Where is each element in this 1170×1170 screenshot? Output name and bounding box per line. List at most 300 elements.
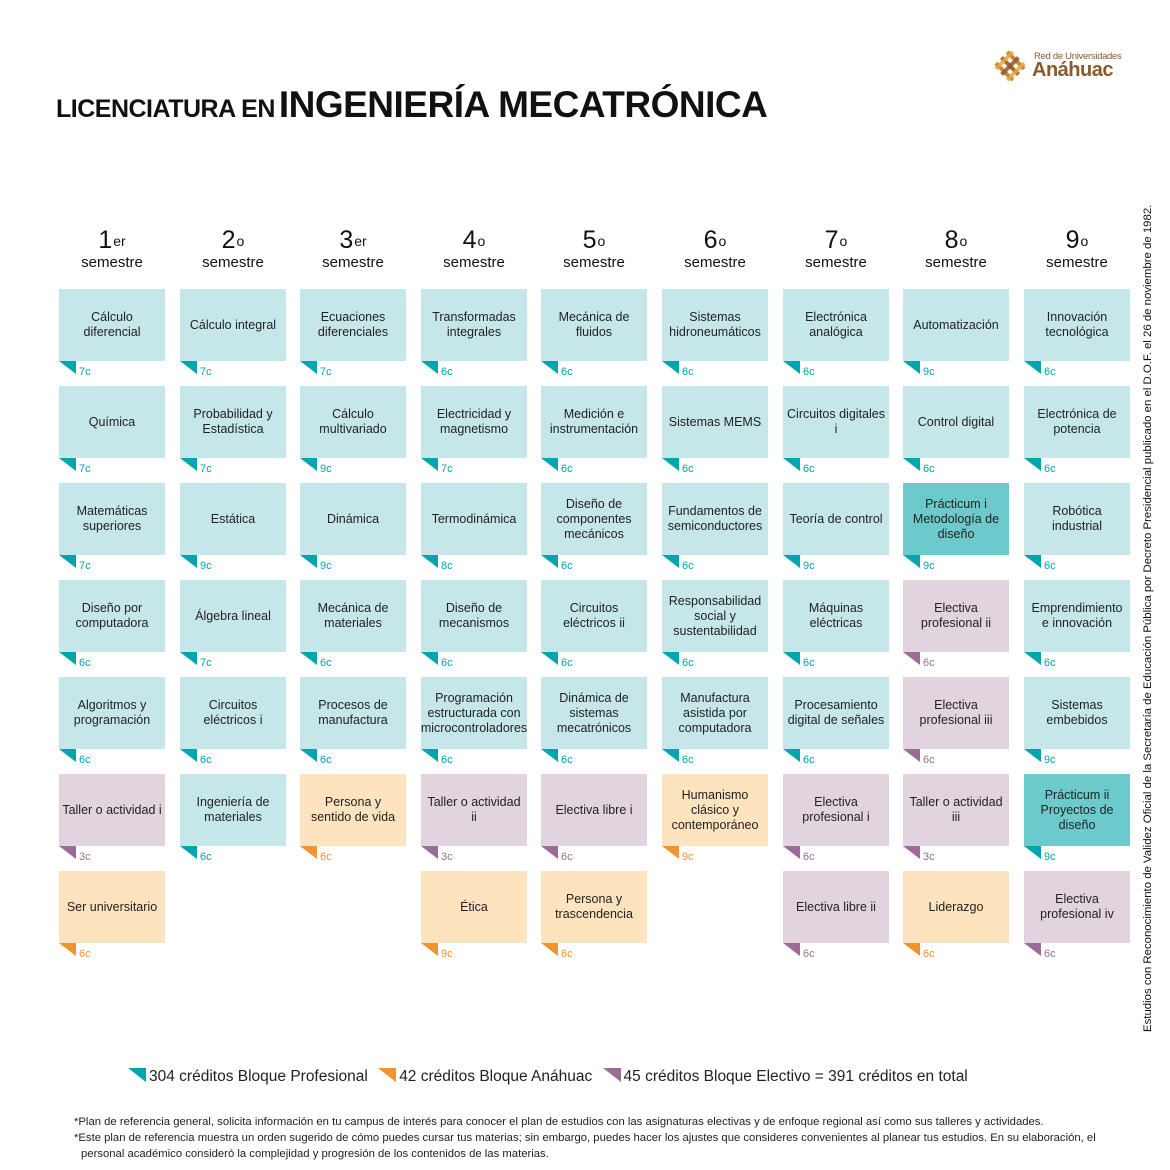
course-card[interactable] — [1024, 580, 1130, 652]
credit-triangle-icon — [541, 943, 558, 956]
course-name: Probabilidad y Estadística — [193, 407, 273, 436]
semester-ordinal-suffix: o — [597, 233, 606, 249]
course-name: Automatización — [913, 317, 999, 332]
course-credits: 6c — [682, 657, 694, 669]
course-credits: 6c — [561, 463, 573, 475]
course-name: Circuitos digitales i — [787, 407, 885, 436]
semester-header-6 — [662, 226, 768, 272]
course-card[interactable] — [783, 289, 889, 361]
course-credits: 9c — [441, 948, 453, 960]
course-card[interactable] — [662, 386, 768, 458]
legend-profesional — [128, 1068, 368, 1085]
semester-number — [421, 226, 527, 254]
logo-subtitle: Red de Universidades — [1034, 51, 1122, 62]
course-credits: 8c — [441, 560, 453, 572]
course-credits: 7c — [79, 560, 91, 572]
legend-anahuac — [378, 1068, 592, 1085]
semester-number-value: 4 — [462, 226, 477, 254]
course-card[interactable] — [903, 774, 1009, 846]
anahuac-logo-icon — [992, 48, 1028, 84]
footnotes — [74, 1114, 1154, 1162]
course-card[interactable] — [1024, 289, 1130, 361]
course-name: Termodinámica — [431, 511, 517, 526]
course-credits: 6c — [923, 948, 935, 960]
course-name: Ser universitario — [66, 899, 158, 914]
course-name: Innovación tecnológica — [1045, 310, 1109, 339]
semester-ordinal-suffix: er — [354, 233, 367, 249]
course-credits: 7c — [79, 463, 91, 475]
course-name: Circuitos eléctricos i — [203, 698, 263, 727]
course-card[interactable] — [541, 871, 647, 943]
legend-anahuac-text: 42 créditos Bloque Anáhuac — [399, 1068, 593, 1085]
course-name: Electiva profesional iii — [919, 698, 993, 727]
credit-triangle-icon — [59, 555, 76, 568]
credit-triangle-icon — [783, 458, 800, 471]
credit-triangle-icon — [59, 943, 76, 956]
semester-header-8 — [903, 226, 1009, 272]
course-card[interactable] — [1024, 774, 1130, 846]
course-name: Prácticum i Metodología de diseño — [912, 496, 1000, 541]
semester-ordinal-suffix: o — [236, 233, 245, 249]
course-name: Robótica industrial — [1051, 504, 1103, 533]
semester-number — [662, 226, 768, 254]
teal-triangle-icon — [128, 1068, 146, 1082]
course-name: Control digital — [917, 414, 995, 429]
logo-name: Anáhuac — [1032, 59, 1113, 81]
course-credits: 6c — [200, 754, 212, 766]
course-name: Electrónica analógica — [805, 310, 867, 339]
course-card[interactable] — [903, 677, 1009, 749]
course-name: Taller o actividad ii — [427, 795, 521, 824]
credit-triangle-icon — [180, 458, 197, 471]
course-name: Taller o actividad i — [62, 802, 162, 817]
credit-triangle-icon — [783, 555, 800, 568]
course-card[interactable] — [300, 289, 406, 361]
credit-triangle-icon — [1024, 749, 1041, 762]
course-name: Ingeniería de materiales — [196, 795, 270, 824]
title-main: INGENIERÍA MECATRÓNICA — [278, 84, 768, 125]
course-name: Diseño por computadora — [75, 601, 149, 630]
credit-triangle-icon — [662, 458, 679, 471]
course-credits: 7c — [79, 366, 91, 378]
course-name: Estática — [210, 511, 256, 526]
footnote-2-cont: personal académico consideró la complejidad y progresión de los contenidos de las materias. — [81, 1148, 549, 1160]
course-name: Prácticum ii Proyectos de diseño — [1040, 787, 1114, 832]
course-name: Álgebra lineal — [195, 608, 271, 623]
course-card[interactable] — [421, 483, 527, 555]
credit-triangle-icon — [300, 749, 317, 762]
course-name: Diseño de mecanismos — [438, 601, 510, 630]
semester-label: semestre — [443, 254, 505, 271]
course-name: Química — [88, 414, 136, 429]
credit-triangle-icon — [59, 361, 76, 374]
course-name: Persona y sentido de vida — [310, 795, 396, 824]
semester-number-value: 7 — [824, 226, 839, 254]
credit-triangle-icon — [421, 361, 438, 374]
credit-triangle-icon — [541, 652, 558, 665]
course-card[interactable] — [421, 386, 527, 458]
course-card[interactable] — [300, 386, 406, 458]
course-credits: 9c — [320, 463, 332, 475]
semester-number — [180, 226, 286, 254]
course-credits: 6c — [320, 754, 332, 766]
semester-ordinal-suffix: er — [113, 233, 126, 249]
credit-triangle-icon — [662, 652, 679, 665]
credit-triangle-icon — [300, 652, 317, 665]
course-credits: 6c — [682, 366, 694, 378]
course-credits: 6c — [200, 851, 212, 863]
course-card[interactable] — [783, 580, 889, 652]
course-card[interactable] — [180, 483, 286, 555]
course-credits: 7c — [441, 463, 453, 475]
course-name: Fundamentos de semiconductores — [667, 504, 763, 533]
course-card[interactable] — [180, 677, 286, 749]
course-credits: 9c — [923, 366, 935, 378]
course-credits: 6c — [561, 851, 573, 863]
credit-triangle-icon — [1024, 458, 1041, 471]
course-credits: 9c — [682, 851, 694, 863]
course-credits: 6c — [803, 366, 815, 378]
course-card[interactable] — [421, 677, 527, 749]
course-credits: 9c — [923, 560, 935, 572]
credit-triangle-icon — [903, 458, 920, 471]
course-credits: 9c — [320, 560, 332, 572]
course-name: Ecuaciones diferenciales — [317, 310, 389, 339]
semester-number-value: 3 — [339, 226, 354, 254]
anahuac-logo[interactable] — [992, 46, 1122, 86]
footnote-1: *Plan de referencia general, solicita información en tu campus de interés para conocer el plan de estudios con las asignaturas electivas y de enfoque regional así como sus talleres y actividades. — [74, 1116, 1044, 1128]
course-name: Cálculo integral — [189, 317, 277, 332]
course-card[interactable] — [59, 774, 165, 846]
course-card[interactable] — [662, 483, 768, 555]
course-name: Procesos de manufactura — [318, 698, 388, 727]
semester-number-value: 2 — [221, 226, 236, 254]
course-card[interactable] — [783, 386, 889, 458]
course-credits: 9c — [803, 560, 815, 572]
semester-label: semestre — [805, 254, 867, 271]
course-credits: 6c — [1044, 366, 1056, 378]
credit-triangle-icon — [662, 361, 679, 374]
credit-triangle-icon — [783, 749, 800, 762]
course-card[interactable] — [180, 580, 286, 652]
course-card[interactable] — [783, 677, 889, 749]
course-card[interactable] — [180, 289, 286, 361]
course-card[interactable] — [541, 289, 647, 361]
course-credits: 6c — [803, 463, 815, 475]
course-name: Programación estructurada con microcontroladores — [420, 690, 528, 735]
semester-number-value: 9 — [1065, 226, 1080, 254]
credit-triangle-icon — [421, 846, 438, 859]
credit-triangle-icon — [783, 361, 800, 374]
course-card[interactable] — [903, 289, 1009, 361]
credit-triangle-icon — [541, 555, 558, 568]
semester-number-value: 5 — [582, 226, 597, 254]
course-card[interactable] — [1024, 871, 1130, 943]
course-card[interactable] — [59, 677, 165, 749]
credit-triangle-icon — [421, 652, 438, 665]
course-card[interactable] — [783, 871, 889, 943]
title-prefix: LICENCIATURA EN — [56, 95, 275, 123]
footnote-2: *Este plan de referencia muestra un orden sugerido de cómo puedes cursar tus materias; sin embargo, puedes hacer los ajustes que consideres convenientes al planear tus estudios. En su elaboración, el — [74, 1132, 1096, 1144]
semester-header-5 — [541, 226, 647, 272]
course-card[interactable] — [59, 871, 165, 943]
course-credits: 6c — [1044, 560, 1056, 572]
course-credits: 6c — [561, 560, 573, 572]
course-name: Mecánica de fluidos — [558, 310, 630, 339]
course-name: Electricidad y magnetismo — [436, 407, 512, 436]
course-card[interactable] — [180, 774, 286, 846]
course-name: Manufactura asistida por computadora — [678, 690, 752, 735]
course-card[interactable] — [421, 871, 527, 943]
credit-triangle-icon — [300, 846, 317, 859]
course-credits: 7c — [200, 366, 212, 378]
credit-triangle-icon — [903, 361, 920, 374]
credit-triangle-icon — [662, 846, 679, 859]
credit-triangle-icon — [421, 555, 438, 568]
course-credits: 3c — [923, 851, 935, 863]
course-card[interactable] — [300, 677, 406, 749]
credit-triangle-icon — [300, 458, 317, 471]
course-name: Sistemas MEMS — [668, 414, 762, 429]
semester-number-value: 1 — [98, 226, 113, 254]
credit-triangle-icon — [541, 361, 558, 374]
semester-header-9 — [1024, 226, 1130, 272]
page-title — [56, 84, 767, 126]
course-card[interactable] — [541, 386, 647, 458]
credit-triangle-icon — [662, 749, 679, 762]
course-credits: 6c — [923, 463, 935, 475]
course-card[interactable] — [783, 483, 889, 555]
course-name: Emprendimiento e innovación — [1031, 601, 1123, 630]
course-name: Ética — [460, 899, 488, 914]
credit-triangle-icon — [903, 749, 920, 762]
course-credits: 6c — [320, 851, 332, 863]
semester-number — [541, 226, 647, 254]
course-name: Cálculo multivariado — [319, 407, 387, 436]
course-card[interactable] — [421, 289, 527, 361]
course-credits: 7c — [200, 463, 212, 475]
credit-triangle-icon — [421, 943, 438, 956]
legend-electivo-text: 45 créditos Bloque Electivo = 391 créditos en total — [623, 1068, 968, 1085]
semester-number-value: 6 — [703, 226, 718, 254]
course-credits: 6c — [682, 754, 694, 766]
orange-triangle-icon — [378, 1068, 396, 1082]
course-credits: 6c — [1044, 463, 1056, 475]
credit-triangle-icon — [1024, 361, 1041, 374]
course-credits: 9c — [1044, 754, 1056, 766]
course-name: Humanismo clásico y contemporáneo — [671, 787, 759, 832]
credit-triangle-icon — [783, 943, 800, 956]
semester-number-value: 8 — [944, 226, 959, 254]
semester-number — [1024, 226, 1130, 254]
course-name: Algoritmos y programación — [73, 698, 151, 727]
course-name: Circuitos eléctricos ii — [563, 601, 625, 630]
credit-triangle-icon — [59, 652, 76, 665]
course-card[interactable] — [421, 774, 527, 846]
course-card[interactable] — [903, 386, 1009, 458]
course-card[interactable] — [783, 774, 889, 846]
course-credits: 7c — [320, 366, 332, 378]
course-card[interactable] — [180, 386, 286, 458]
course-credits: 6c — [320, 657, 332, 669]
course-card[interactable] — [1024, 483, 1130, 555]
credit-triangle-icon — [903, 652, 920, 665]
semester-ordinal-suffix: o — [477, 233, 486, 249]
legend-electivo — [603, 1068, 968, 1085]
course-name: Máquinas eléctricas — [808, 601, 864, 630]
course-credits: 3c — [441, 851, 453, 863]
course-card[interactable] — [903, 871, 1009, 943]
course-name: Sistemas hidroneumáticos — [669, 310, 761, 339]
credit-triangle-icon — [180, 652, 197, 665]
credit-triangle-icon — [1024, 555, 1041, 568]
course-credits: 6c — [1044, 657, 1056, 669]
course-name: Teoría de control — [789, 511, 883, 526]
rvoe-note: Estudios con Reconocimiento de Validez Oficial de la Secretaría de Educación Pública por Decreto Presidencial publicado en el D.O.F. el 26 de noviembre de 1982. — [1142, 204, 1154, 1032]
credit-triangle-icon — [1024, 943, 1041, 956]
course-credits: 6c — [803, 851, 815, 863]
course-name: Cálculo diferencial — [83, 310, 141, 339]
course-card[interactable] — [662, 677, 768, 749]
course-name: Electiva profesional ii — [920, 601, 992, 630]
course-credits: 6c — [441, 366, 453, 378]
course-card[interactable] — [59, 386, 165, 458]
course-name: Mecánica de materiales — [317, 601, 389, 630]
course-card[interactable] — [300, 580, 406, 652]
course-name: Persona y trascendencia — [555, 892, 633, 921]
course-name: Taller o actividad iii — [909, 795, 1003, 824]
credit-triangle-icon — [1024, 846, 1041, 859]
course-card[interactable] — [662, 774, 768, 846]
course-credits: 6c — [803, 657, 815, 669]
credits-legend — [128, 1068, 974, 1086]
course-credits: 6c — [561, 657, 573, 669]
credit-triangle-icon — [180, 555, 197, 568]
course-card[interactable] — [541, 580, 647, 652]
semester-number — [783, 226, 889, 254]
semester-label: semestre — [81, 254, 143, 271]
course-name: Transformadas integrales — [432, 310, 516, 339]
semester-label: semestre — [925, 254, 987, 271]
course-name: Electrónica de potencia — [1037, 407, 1117, 436]
course-card[interactable] — [421, 580, 527, 652]
course-card[interactable] — [300, 483, 406, 555]
credit-triangle-icon — [783, 652, 800, 665]
course-card[interactable] — [1024, 386, 1130, 458]
course-card[interactable] — [59, 483, 165, 555]
course-credits: 9c — [1044, 851, 1056, 863]
course-card[interactable] — [541, 483, 647, 555]
semester-number — [300, 226, 406, 254]
course-name: Electiva libre ii — [796, 899, 876, 914]
course-card[interactable] — [300, 774, 406, 846]
semester-number — [903, 226, 1009, 254]
semester-ordinal-suffix: o — [1080, 233, 1089, 249]
course-credits: 6c — [79, 948, 91, 960]
course-name: Dinámica de sistemas mecatrónicos — [556, 690, 632, 735]
semester-number — [59, 226, 165, 254]
course-card[interactable] — [903, 580, 1009, 652]
course-name: Diseño de componentes mecánicos — [556, 496, 632, 541]
course-credits: 6c — [441, 657, 453, 669]
credit-triangle-icon — [180, 361, 197, 374]
credit-triangle-icon — [662, 555, 679, 568]
credit-triangle-icon — [59, 458, 76, 471]
semester-label: semestre — [1046, 254, 1108, 271]
course-name: Responsabilidad social y sustentabilidad — [668, 593, 762, 638]
credit-triangle-icon — [541, 749, 558, 762]
course-card[interactable] — [59, 580, 165, 652]
credit-triangle-icon — [59, 749, 76, 762]
course-card[interactable] — [903, 483, 1009, 555]
semester-ordinal-suffix: o — [959, 233, 968, 249]
course-credits: 6c — [923, 754, 935, 766]
course-credits: 3c — [79, 851, 91, 863]
course-name: Dinámica — [326, 511, 380, 526]
course-card[interactable] — [662, 289, 768, 361]
course-name: Electiva profesional i — [802, 795, 870, 824]
course-card[interactable] — [1024, 677, 1130, 749]
course-name: Procesamiento digital de señales — [787, 698, 885, 727]
credit-triangle-icon — [180, 749, 197, 762]
credit-triangle-icon — [541, 458, 558, 471]
semester-header-1 — [59, 226, 165, 272]
credit-triangle-icon — [421, 749, 438, 762]
course-credits: 6c — [1044, 948, 1056, 960]
purple-triangle-icon — [603, 1068, 621, 1082]
credit-triangle-icon — [300, 361, 317, 374]
course-name: Sistemas embebidos — [1046, 698, 1108, 727]
credit-triangle-icon — [903, 846, 920, 859]
course-credits: 6c — [682, 560, 694, 572]
course-card[interactable] — [541, 677, 647, 749]
credit-triangle-icon — [421, 458, 438, 471]
course-name: Liderazgo — [928, 899, 984, 914]
semester-header-7 — [783, 226, 889, 272]
legend-profesional-text: 304 créditos Bloque Profesional — [149, 1068, 368, 1085]
course-name: Electiva profesional iv — [1040, 892, 1114, 921]
credit-triangle-icon — [180, 846, 197, 859]
semester-header-2 — [180, 226, 286, 272]
semester-label: semestre — [322, 254, 384, 271]
course-credits: 6c — [561, 948, 573, 960]
course-credits: 6c — [923, 657, 935, 669]
credit-triangle-icon — [903, 555, 920, 568]
credit-triangle-icon — [300, 555, 317, 568]
semester-label: semestre — [684, 254, 746, 271]
course-credits: 6c — [682, 463, 694, 475]
credit-triangle-icon — [59, 846, 76, 859]
course-card[interactable] — [59, 289, 165, 361]
course-credits: 7c — [200, 657, 212, 669]
course-name: Medición e instrumentación — [549, 407, 639, 436]
course-credits: 9c — [200, 560, 212, 572]
course-credits: 6c — [561, 366, 573, 378]
course-card[interactable] — [541, 774, 647, 846]
credit-triangle-icon — [541, 846, 558, 859]
course-credits: 6c — [803, 948, 815, 960]
course-credits: 6c — [561, 754, 573, 766]
course-card[interactable] — [662, 580, 768, 652]
semester-label: semestre — [563, 254, 625, 271]
semester-header-3 — [300, 226, 406, 272]
course-credits: 6c — [79, 657, 91, 669]
course-credits: 6c — [441, 754, 453, 766]
credit-triangle-icon — [1024, 652, 1041, 665]
semester-ordinal-suffix: o — [718, 233, 727, 249]
semester-header-4 — [421, 226, 527, 272]
course-credits: 6c — [803, 754, 815, 766]
